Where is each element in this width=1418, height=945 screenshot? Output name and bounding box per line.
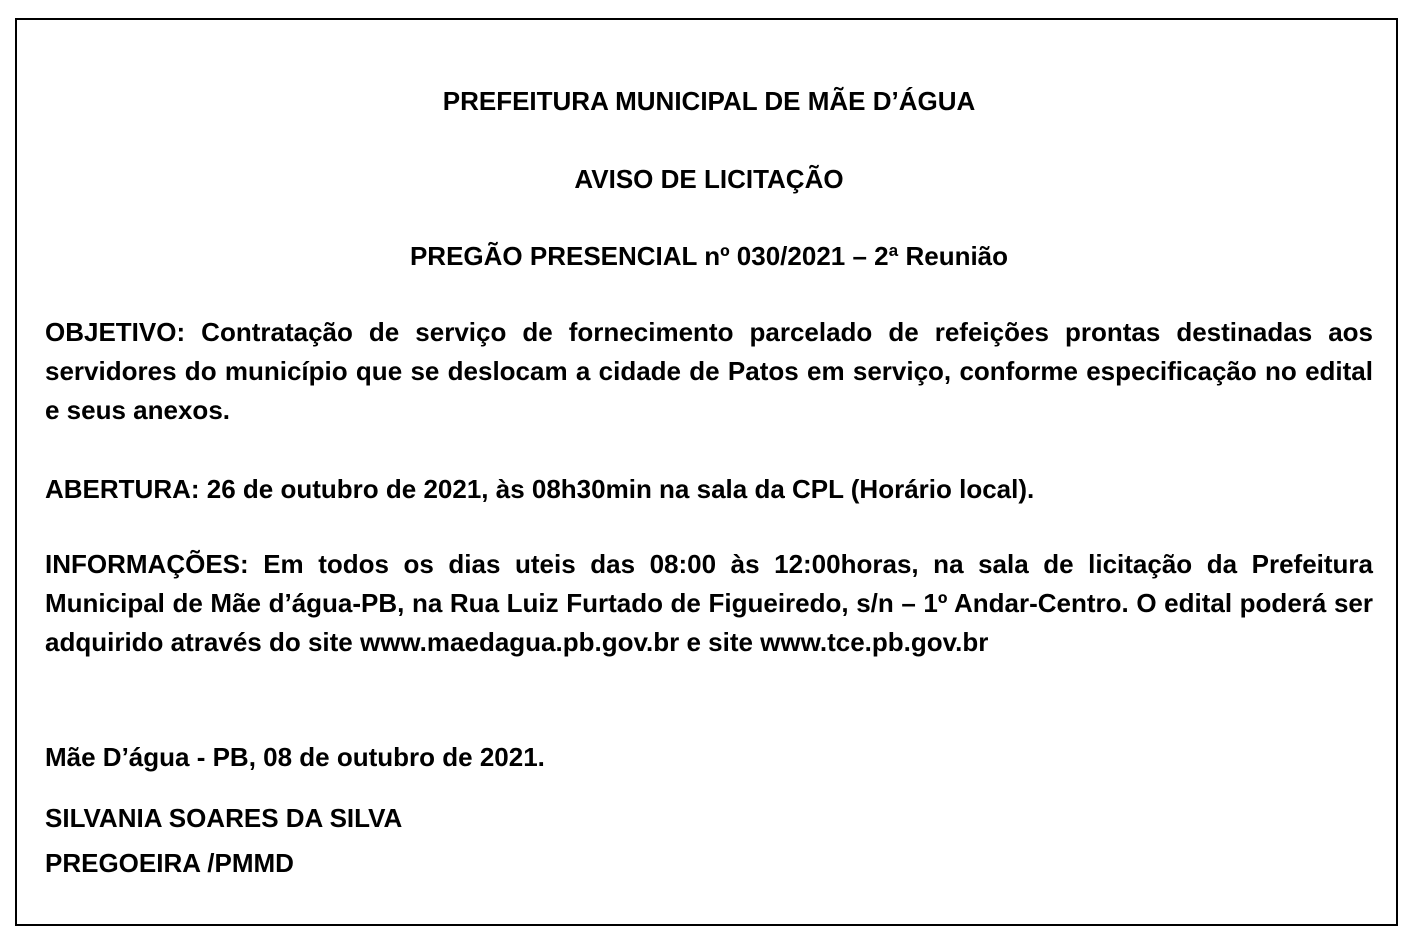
opening-paragraph: ABERTURA: 26 de outubro de 2021, às 08h30min na sala da CPL (Horário local). <box>45 474 1035 504</box>
objective-paragraph: OBJETIVO: Contratação de serviço de fornecimento parcelado de refeições prontas destinadas aos servidores do município que se deslocam a cidade de Patos em serviço, conforme especificação no edital e seus anexos. <box>45 317 1373 425</box>
signer-name: SILVANIA SOARES DA SILVA <box>45 803 403 833</box>
municipality-title: PREFEITURA MUNICIPAL DE MÃE D’ÁGUA <box>442 86 976 116</box>
information-paragraph: INFORMAÇÕES: Em todos os dias uteis das 08:00 às 12:00horas, na sala de licitação da Prefeitura Municipal de Mãe d’água-PB, na Rua Luiz Furtado de Figueiredo, s/n – 1º Andar-Centro. O edital poderá ser adquirido através do site www.maedagua.pb.gov.br e site www.tce.pb.gov.br <box>45 549 1373 657</box>
place-date: Mãe D’água - PB, 08 de outubro de 2021. <box>45 742 545 772</box>
notice-title: AVISO DE LICITAÇÃO <box>574 164 844 194</box>
signer-role: PREGOEIRA /PMMD <box>45 848 294 878</box>
notice-border <box>15 18 1398 926</box>
process-number: PREGÃO PRESENCIAL nº 030/2021 – 2ª Reunião <box>409 241 1009 271</box>
